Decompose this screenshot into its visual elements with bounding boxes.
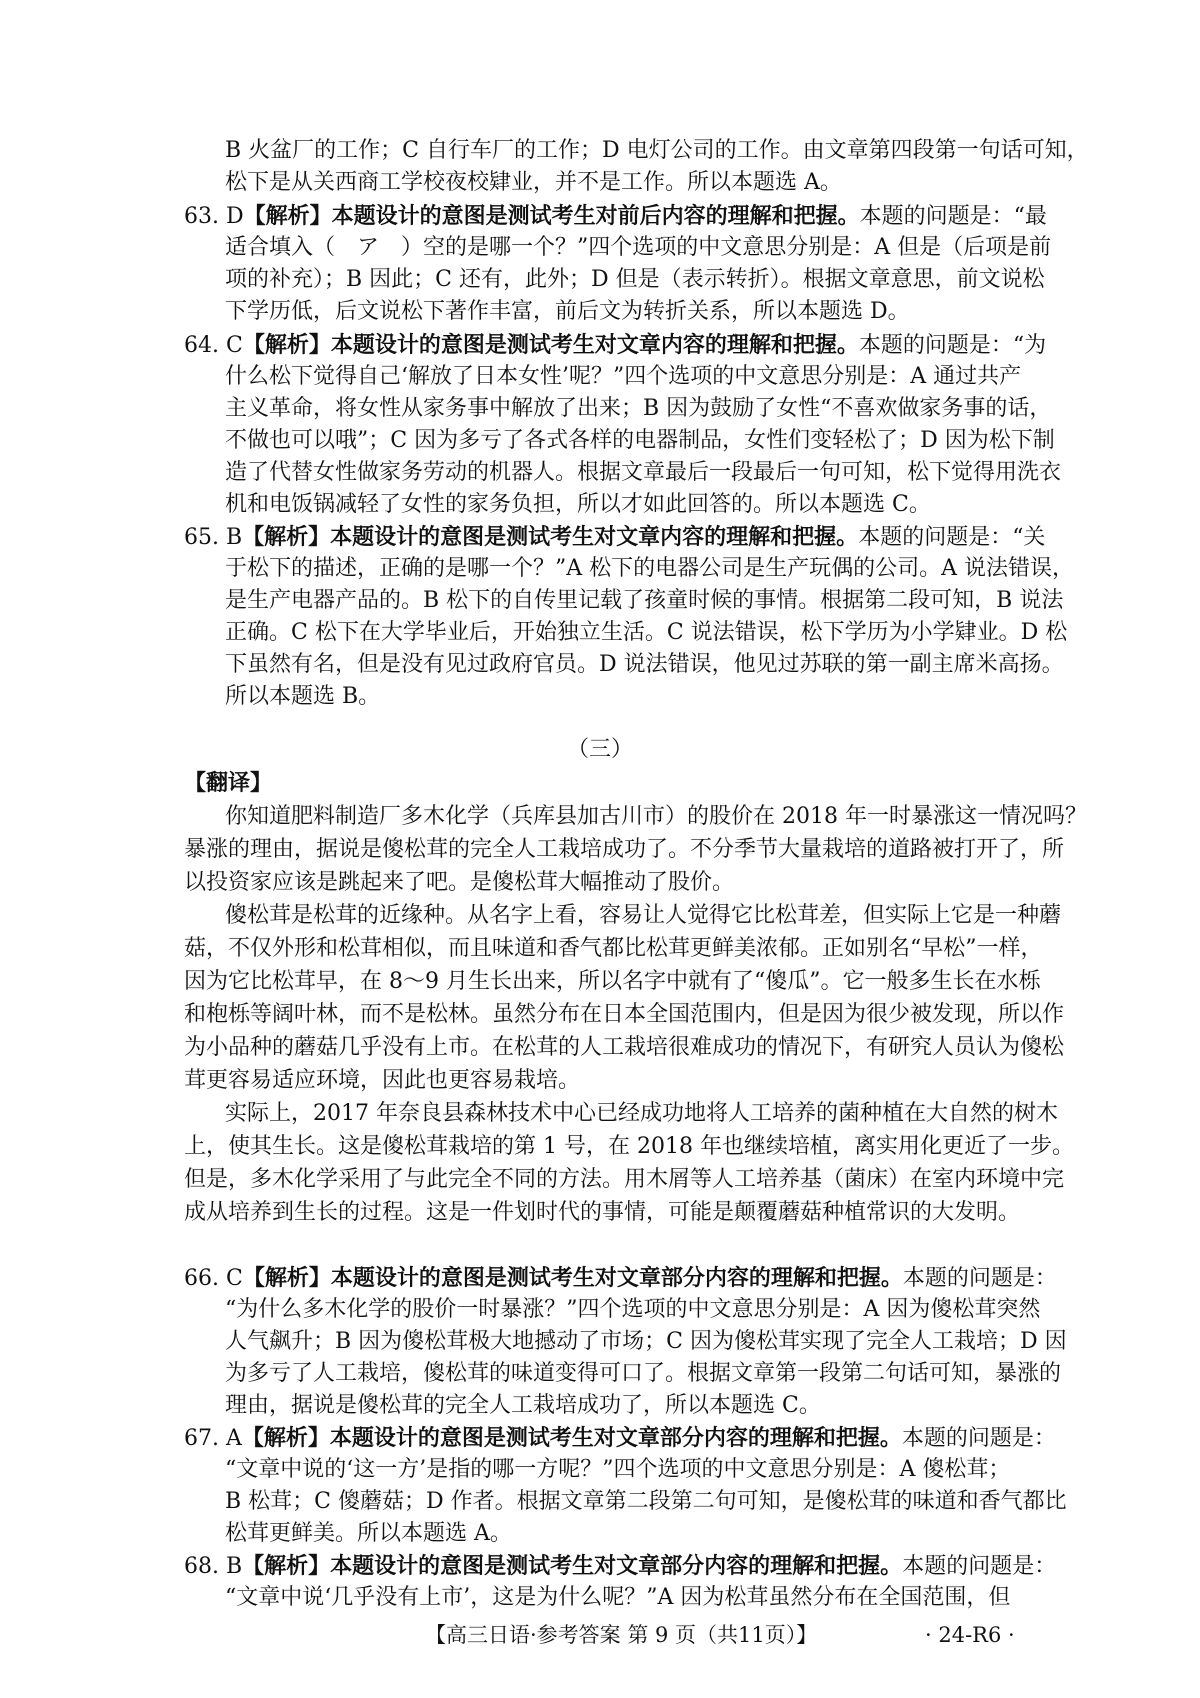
analysis-question: 本题的问题是：“为 [858,333,1047,358]
text-line: 理由，据说是傻松茸的完全人工栽培成功了，所以本题选 C。 [225,1393,821,1418]
analysis-question: 本题的问题是：“关 [858,525,1046,550]
answer-number: 63. D [184,204,244,229]
text-line: 上，使其生长。这是傻松茸栽培的第 1 号，在 2018 年也继续培植，离实用化更近了一步。 [184,1134,1074,1159]
answer-66-header [184,1263,1057,1294]
text-line: 但是，多木化学采用了与此完全不同的方法。用木屑等人工培养基（菌床）在室内环境中完 [184,1167,1065,1192]
analysis-tag: 【解析】 [242,1265,331,1291]
analysis-tag: 【解析】 [242,332,331,358]
analysis-tag: 【解析】 [241,1425,330,1451]
text-line: 是生产电器产品的。B 松下的自传里记载了孩童时候的事情。根据第二段可知，B 说法 [225,588,1064,613]
answer-number: 66. C [184,1266,243,1291]
text-line: 和枹栎等阔叶林，而不是松林。虽然分布在日本全国范围内，但是因为很少被发现，所以作 [184,1002,1065,1027]
text-line: 松茸更鲜美。所以本题选 A。 [225,1521,512,1546]
page-footer: 【高三日语·参考答案 第 9 页（共11页）】 [425,1623,818,1647]
text-line: B 松茸；C 傻蘑菇；D 作者。根据文章第二段第二句可知，是傻松茸的味道和香气都比 [225,1489,1067,1514]
text-line: 以投资家应该是跳起来了吧。是傻松茸大幅推动了股价。 [184,870,735,895]
analysis-tag: 【解析】 [243,203,332,229]
text-line: 暴涨的理由，据说是傻松茸的完全人工栽培成功了。不分季节大量栽培的道路被打开了，所 [184,837,1065,862]
answer-63-header [184,201,1047,232]
answer-65-header [184,522,1045,553]
text-line: 松下是从关西商工学校夜校肄业，并不是工作。所以本题选 A。 [225,170,842,195]
answer-number: 67. A [184,1426,242,1451]
text-line: 于松下的描述，正确的是哪一个？”A 松下的电器公司是生产玩偶的公司。A 说法错误， [225,556,1075,581]
text-line: 你知道肥料制造厂多木化学（兵库县加古川市）的股价在 2018 年一时暴涨这一情况吗？ [225,804,1087,829]
text-line: “文章中说‘几乎没有上市’，这是为什么呢？”A 因为松茸虽然分布在全国范围，但 [225,1585,1011,1610]
text-line: 菇，不仅外形和松茸相似，而且味道和香气都比松茸更鲜美浓郁。正如别名“早松”一样， [184,936,1043,961]
analysis-intent: 本题设计的意图是测试考生对前后内容的理解和把握。 [331,203,860,229]
text-line: 下虽然有名，但是没有见过政府官员。D 说法错误，他见过苏联的第一副主席米高扬。 [225,652,1064,677]
analysis-intent: 本题设计的意图是测试考生对文章部分内容的理解和把握。 [330,1553,903,1579]
text-line: 为多亏了人工栽培，傻松茸的味道变得可口了。根据文章第一段第二句话可知，暴涨的 [225,1361,1062,1386]
text-line: 什么松下觉得自己‘解放了日本女性’呢？”四个选项的中文意思分别是：A 通过共产 [225,364,1022,389]
text-line: “文章中说的‘这一方’是指的哪一方呢？”四个选项的中文意思分别是：A 傻松茸； [225,1457,1011,1482]
text-line: 因为它比松茸早，在 8～9 月生长出来，所以名字中就有了“傻瓜”。它一般多生长在水栎 [184,969,1041,994]
answer-64-header [184,330,1046,361]
analysis-question: 本题的问题是： [901,1426,1056,1451]
text-line: 机和电饭锅减轻了女性的家务负担，所以才如此回答的。所以本题选 C。 [225,492,931,517]
text-line: 实际上，2017 年奈良县森林技术中心已经成功地将人工培养的菌种植在大自然的树木 [225,1101,1058,1126]
answer-number: 65. B [184,525,243,550]
text-line: 傻松茸是松茸的近缘种。从名字上看，容易让人觉得它比松茸差，但实际上它是一种蘑 [225,903,1062,928]
section-title: （三） [566,737,633,762]
analysis-intent: 本题设计的意图是测试考生对文章内容的理解和把握。 [330,332,859,358]
text-line: B 火盆厂的工作；C 自行车厂的工作；D 电灯公司的工作。由文章第四段第一句话可知， [225,138,1089,163]
analysis-intent: 本题设计的意图是测试考生对文章部分内容的理解和把握。 [330,1265,903,1291]
text-line: 不做也可以哦”；C 因为多亏了各式各样的电器制品，女性们变轻松了；D 因为松下制 [225,428,1055,453]
text-line: 正确。C 松下在大学毕业后，开始独立生活。C 说法错误，松下学历为小学肄业。D 松 [225,620,1068,645]
text-line: 下学历低，后文说松下著作丰富，前后文为转折关系，所以本题选 D。 [225,299,910,324]
translation-heading: 【翻译】 [184,770,273,796]
answer-67-header [184,1423,1056,1454]
text-line: 人气飙升；B 因为傻松茸极大地撼动了市场；C 因为傻松茸实现了完全人工栽培；D 因 [225,1329,1067,1354]
analysis-question: 本题的问题是： [902,1554,1057,1579]
answer-68-header [184,1551,1056,1582]
text-line: 成从培养到生长的过程。这是一件划时代的事情，可能是颠覆蘑菇种植常识的大发明。 [184,1200,1021,1225]
text-line: 适合填入（ ア ）空的是哪一个？”四个选项的中文意思分别是：A 但是（后项是前 [225,235,1052,260]
page-code: · 24-R6 · [925,1623,1015,1647]
analysis-question: 本题的问题是：“最 [859,204,1047,229]
text-line: 为小品种的蘑菇几乎没有上市。在松茸的人工栽培很难成功的情况下，有研究人员认为傻松 [184,1035,1065,1060]
text-line: 所以本题选 B。 [225,684,381,709]
text-line: 茸更容易适应环境，因此也更容易栽培。 [184,1068,581,1093]
answer-number: 68. B [184,1554,243,1579]
analysis-tag: 【解析】 [242,1553,331,1579]
analysis-tag: 【解析】 [242,524,331,550]
analysis-intent: 本题设计的意图是测试考生对文章内容的理解和把握。 [330,524,859,550]
analysis-question: 本题的问题是： [902,1266,1057,1291]
answer-number: 64. C [184,333,243,358]
text-line: “为什么多木化学的股价一时暴涨？”四个选项的中文意思分别是：A 因为傻松茸突然 [225,1297,1041,1322]
text-line: 造了代替女性做家务劳动的机器人。根据文章最后一段最后一句可知，松下觉得用洗衣 [225,460,1062,485]
text-line: 项的补充）；B 因此；C 还有，此外；D 但是（表示转折）。根据文章意思，前文说松 [225,267,1045,292]
text-line: 主义革命，将女性从家务事中解放了出来；B 因为鼓励了女性“不喜欢做家务事的话， [225,396,1052,421]
analysis-intent: 本题设计的意图是测试考生对文章部分内容的理解和把握。 [329,1425,902,1451]
